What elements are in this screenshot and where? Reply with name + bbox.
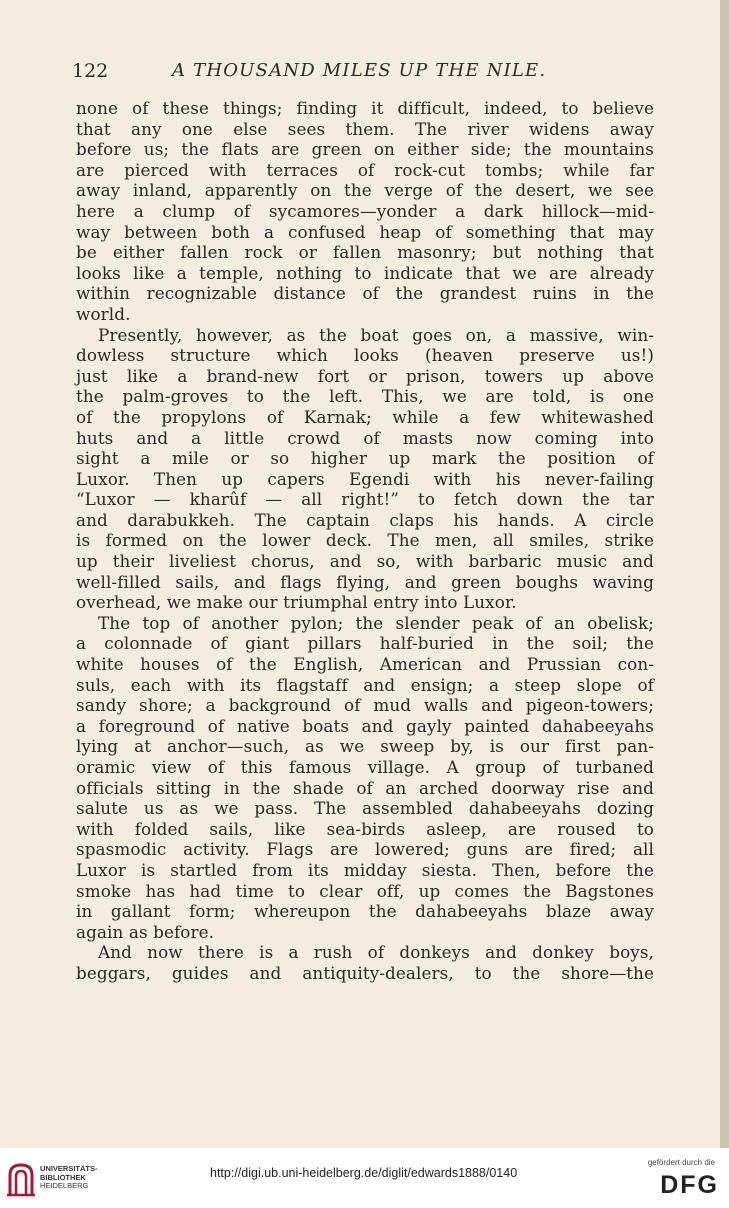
paragraph-start-line: And now there is a rush of donkeys and donkey boys,: [98, 942, 654, 963]
text-line: the palm-groves to the left. This, we are told, is one: [76, 386, 654, 407]
library-name-line: UNIVERSITÄTS-: [40, 1164, 98, 1173]
text-line: before us; the flats are green on either side; the mountains: [76, 139, 654, 160]
dfg-logo-icon: DFG: [660, 1171, 719, 1199]
text-line: “Luxor — kharûf — all right!” to fetch down the tar: [76, 489, 654, 510]
funded-by-label: gefördert durch die: [647, 1158, 715, 1167]
text-line: in gallant form; whereupon the dahabeeyahs blaze away: [76, 901, 654, 922]
running-title: A THOUSAND MILES UP THE NILE.: [172, 60, 547, 81]
text-line: huts and a little crowd of masts now coming into: [76, 427, 654, 448]
permalink-url[interactable]: http://digi.ub.uni-heidelberg.de/diglit/edwards1888/0140: [210, 1166, 518, 1180]
text-line: spasmodic activity. Flags are lowered; guns are fired; all: [76, 839, 654, 860]
text-line: none of these things; finding it difficult, indeed, to believe: [76, 98, 654, 118]
text-line: looks like a temple, nothing to indicate that we are already: [76, 262, 654, 283]
text-line: again as before.: [76, 921, 215, 942]
digitization-footer: [0, 1148, 729, 1208]
text-line: away inland, apparently on the verge of the desert, we see: [76, 180, 654, 201]
body-text: [76, 98, 654, 984]
text-line: be either fallen rock or fallen masonry; but nothing that: [76, 242, 654, 263]
paragraph-start-line: Presently, however, as the boat goes on, a massive, win-: [98, 324, 654, 345]
university-library-logo-icon: [6, 1161, 36, 1197]
page-number: 122: [72, 60, 109, 82]
text-line: Luxor. Then up capers Egendi with his never-failing: [76, 468, 654, 489]
text-line: lying at anchor—such, as we sweep by, is our first pan-: [76, 736, 654, 757]
running-header: [72, 60, 662, 86]
text-line: suls, each with its flagstaff and ensign; a steep slope of: [76, 674, 654, 695]
paragraph-start-line: The top of another pylon; the slender peak of an obelisk;: [98, 612, 654, 633]
text-line: officials sitting in the shade of an arched doorway rise and: [76, 777, 654, 798]
text-line: with folded sails, like sea-birds asleep, are roused to: [76, 818, 654, 839]
text-line: well-filled sails, and flags flying, and green boughs waving: [76, 571, 654, 592]
text-line: a colonnade of giant pillars half-buried in the soil; the: [76, 633, 654, 654]
text-line: white houses of the English, American and Prussian con-: [76, 654, 654, 675]
text-line: of the propylons of Karnak; while a few whitewashed: [76, 406, 654, 427]
text-line: dowless structure which looks (heaven preserve us!): [76, 345, 654, 366]
text-line: sight a mile or so higher up mark the position of: [76, 448, 654, 469]
text-line: overhead, we make our triumphal entry into Luxor.: [76, 592, 517, 613]
text-line: oramic view of this famous village. A group of turbaned: [76, 757, 654, 777]
library-name: [40, 1165, 98, 1191]
text-line: salute us as we pass. The assembled dahabeeyahs dozing: [76, 798, 654, 819]
text-line: up their liveliest chorus, and so, with barbaric music and: [76, 551, 654, 572]
library-name-line: HEIDELBERG: [40, 1181, 89, 1190]
text-line: just like a brand-new fort or prison, towers up above: [76, 365, 654, 386]
text-line: smoke has had time to clear off, up comes the Bagstones: [76, 880, 654, 901]
text-line: here a clump of sycamores—yonder a dark hillock—mid-: [76, 200, 654, 221]
library-name-line: BIBLIOTHEK: [40, 1172, 86, 1182]
text-line: within recognizable distance of the grandest ruins in the: [76, 283, 654, 304]
text-line: are pierced with terraces of rock-cut tombs; while far: [76, 159, 654, 180]
text-line: that any one else sees them. The river widens away: [76, 118, 654, 139]
text-line: is formed on the lower deck. The men, all smiles, strike: [76, 530, 654, 551]
text-line: way between both a confused heap of something that may: [76, 221, 654, 242]
text-line: sandy shore; a background of mud walls and pigeon-towers;: [76, 695, 654, 716]
text-line: and darabukkeh. The captain claps his hands. A circle: [76, 509, 654, 530]
text-line: Luxor is startled from its midday siesta. Then, before the: [76, 859, 654, 880]
text-line: a foreground of native boats and gayly painted dahabeeyahs: [76, 715, 654, 736]
text-line: world.: [76, 303, 131, 324]
page-edge: [720, 0, 729, 1148]
text-line: beggars, guides and antiquity-dealers, to the shore—the: [76, 962, 654, 983]
